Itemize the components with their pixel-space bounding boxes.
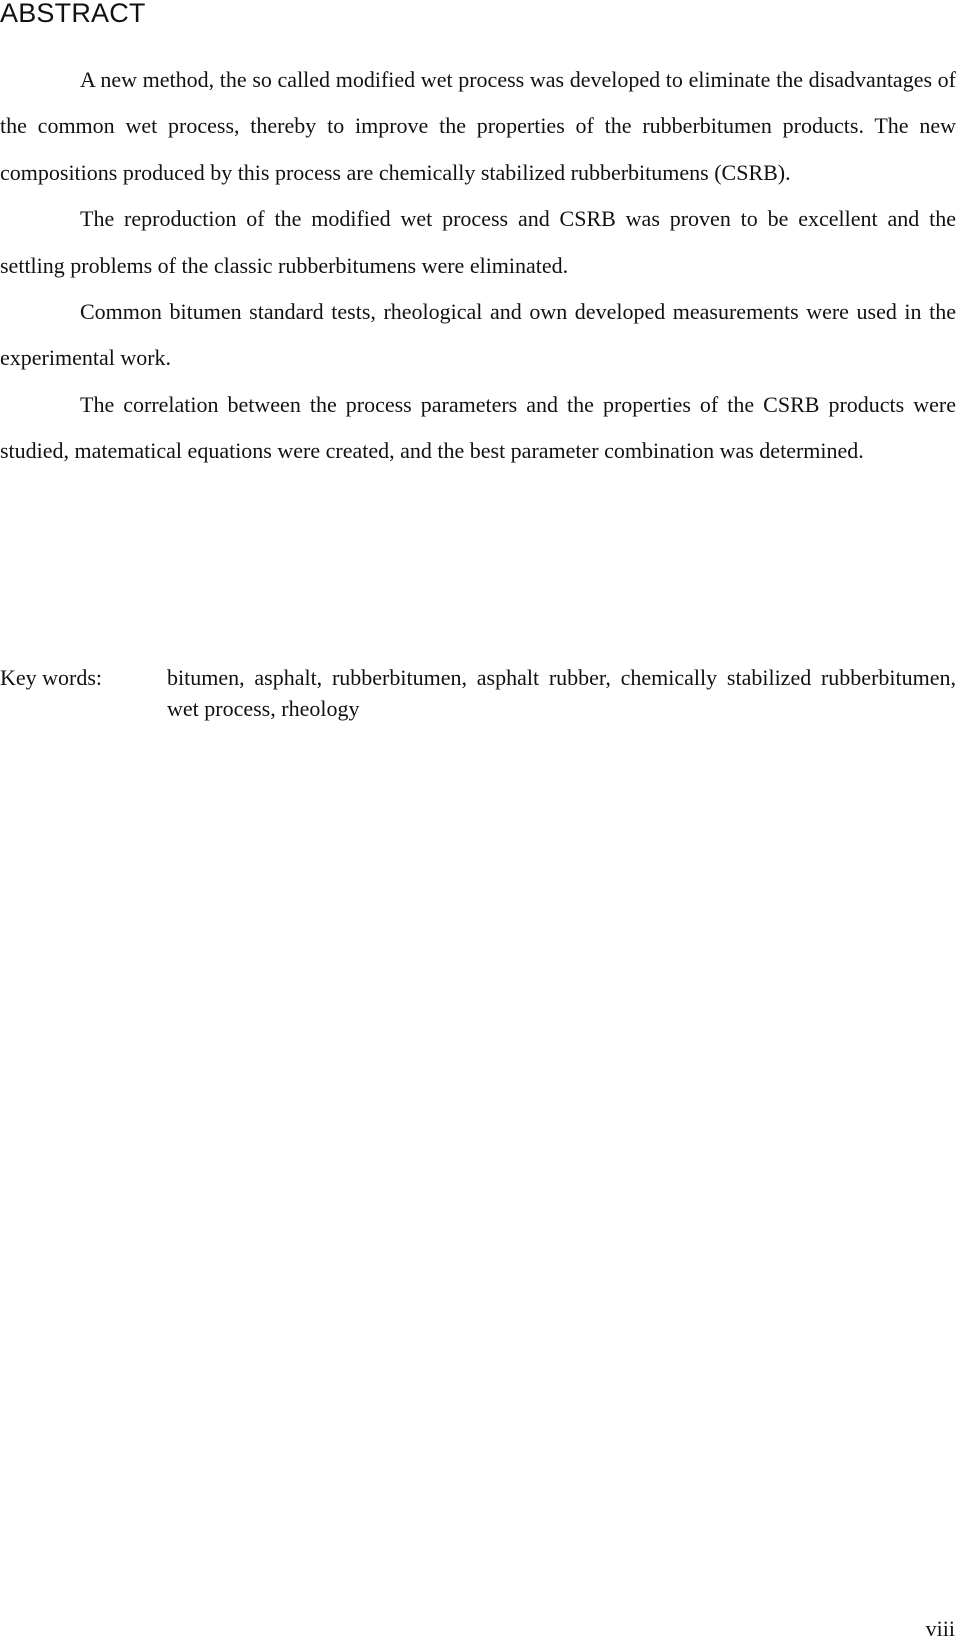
- abstract-paragraph: Common bitumen standard tests, rheological and own developed measurements were used in the experimental work.: [0, 299, 956, 371]
- abstract-paragraph: The reproduction of the modified wet process and CSRB was proven to be excellent and the settling problems of the classic rubberbitumens were eliminated.: [0, 206, 956, 278]
- abstract-body: [0, 57, 956, 475]
- keywords-text: bitumen, asphalt, rubberbitumen, asphalt rubber, chemically stabilized rubberbitumen, wet process, rheology: [167, 665, 956, 721]
- abstract-paragraph: The correlation between the process parameters and the properties of the CSRB products were studied, matematical equations were created, and the best parameter combination was determined.: [0, 391, 956, 464]
- abstract-paragraph: A new method, the so called modified wet process was developed to eliminate the disadvantages of the common wet process, thereby to improve the properties of the rubberbitumen products. The new compositions produced by this process are chemically stabilized rubberbitumens (CSRB).: [0, 67, 956, 185]
- page-number: viii: [925, 1616, 955, 1641]
- abstract-heading: ABSTRACT: [0, 0, 146, 28]
- keywords-label: Key words:: [0, 665, 103, 690]
